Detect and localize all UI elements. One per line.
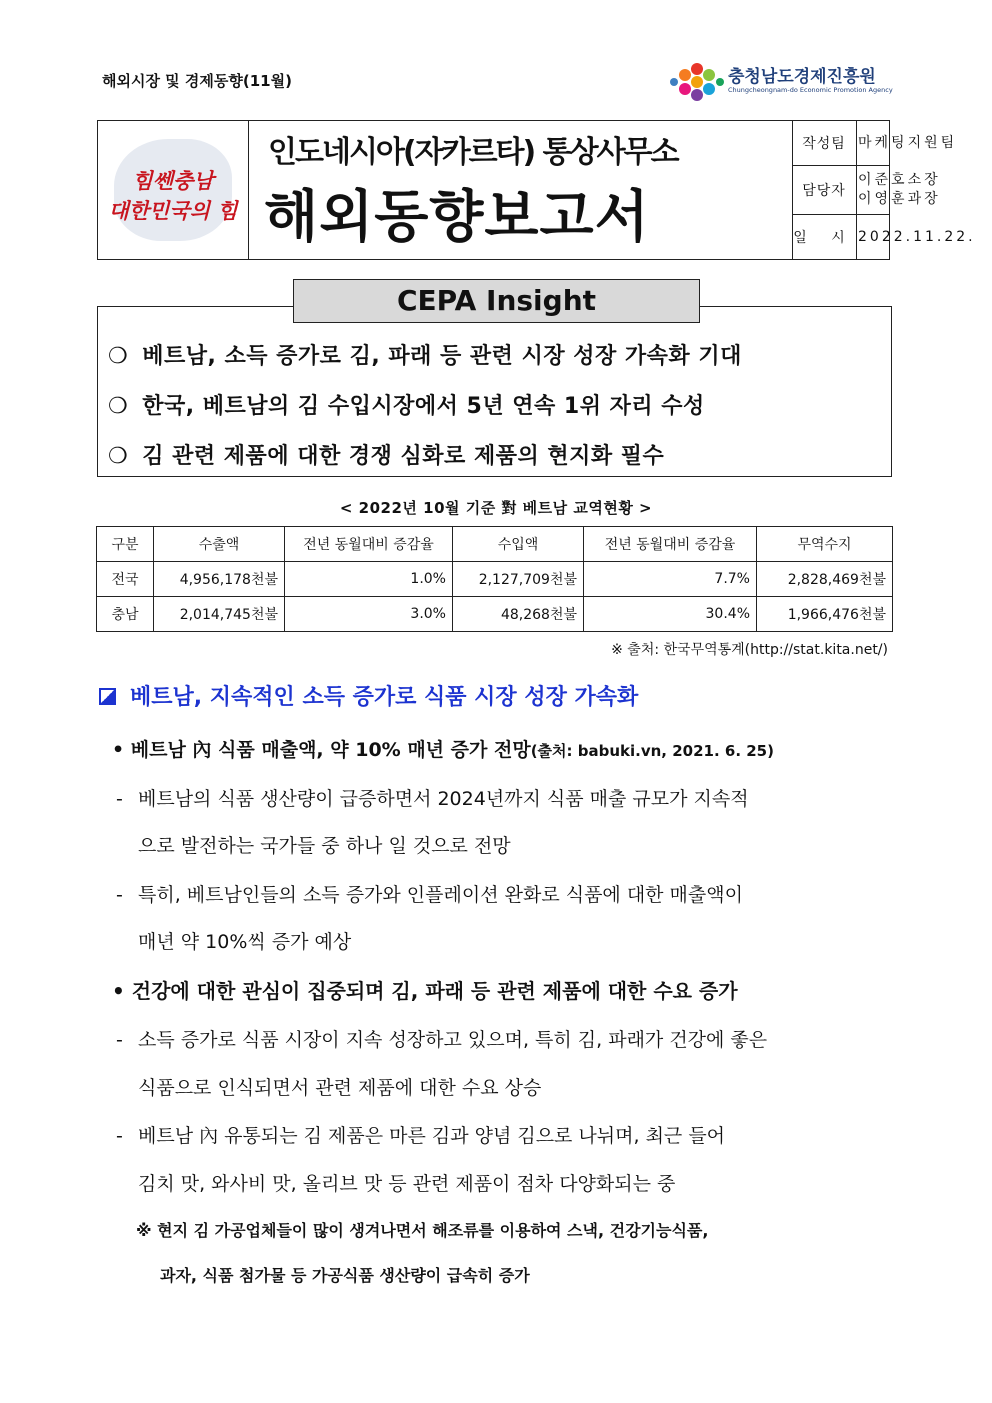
note-line: ※ 현지 김 가공업체들이 많이 생겨나면서 해조류를 이용하여 스낵, 건강기능식품,: [136, 1221, 709, 1240]
date-value: 2022.11.22.: [858, 228, 976, 245]
slogan-line-2: 대한민국의 힘: [108, 198, 238, 223]
manager-label: 담당자: [792, 166, 857, 214]
table-cell: 1,966,476천불: [757, 597, 893, 632]
flower-logo-icon: [668, 60, 726, 104]
slogan-emblem: [98, 121, 249, 259]
table-row: [97, 562, 893, 597]
list-item: - 특히, 베트남인들의 소득 증가와 인플레이션 완화로 식품에 대한 매출액이: [116, 884, 743, 906]
table-caption: < 2022년 10월 기준 對 베트남 교역현황 >: [339, 499, 653, 517]
list-item-continuation: 매년 약 10%씩 증가 예상: [138, 931, 352, 953]
title-cell: [248, 121, 793, 259]
organization-name: 충청남도경제진흥원: [728, 67, 876, 87]
table-cell: 4,956,178천불: [154, 562, 285, 597]
table-cell: 전국: [97, 562, 154, 597]
list-item-continuation: 식품으로 인식되면서 관련 제품에 대한 수요 상승: [138, 1077, 542, 1099]
table-cell: 1.0%: [285, 562, 453, 597]
manager-name-1: 이준호소장: [858, 172, 941, 188]
bullet-heading-1: • 베트남 內 식품 매출액, 약 10% 매년 증가 전망(출처: babuki.vn, 2021. 6. 25): [112, 739, 774, 761]
table-cell: 2,127,709천불: [453, 562, 584, 597]
note-continuation: 과자, 식품 첨가물 등 가공식품 생산량이 급속히 증가: [160, 1266, 530, 1285]
insight-label: CEPA Insight: [293, 279, 700, 323]
table-cell: 3.0%: [285, 597, 453, 632]
column-header: 전년 동월대비 증감율: [584, 527, 757, 562]
section-title: 베트남, 지속적인 소득 증가로 식품 시장 성장 가속화: [99, 680, 638, 711]
table-cell: 7.7%: [584, 562, 757, 597]
list-item: - 소득 증가로 식품 시장이 지속 성장하고 있으며, 특히 김, 파래가 건강에 좋은: [116, 1029, 768, 1051]
author-row: [792, 121, 958, 166]
column-header: 무역수지: [757, 527, 893, 562]
table-cell: 2,014,745천불: [154, 597, 285, 632]
circle-bullet-icon: ❍: [108, 394, 129, 419]
report-info: [792, 121, 976, 259]
column-header: 구분: [97, 527, 154, 562]
list-item: - 베트남의 식품 생산량이 급증하면서 2024년까지 식품 매출 규모가 지속적: [116, 788, 749, 810]
slogan-line-1: 힘쎈충남: [132, 168, 214, 193]
bullet-source: (출처: babuki.vn, 2021. 6. 25): [530, 742, 774, 760]
list-item: - 베트남 內 유통되는 김 제품은 마른 김과 양념 김으로 나뉘며, 최근 들어: [116, 1125, 726, 1147]
table-cell: 충남: [97, 597, 154, 632]
insight-item-3: ❍ 김 관련 제품에 대한 경쟁 심화로 제품의 현지화 필수: [108, 444, 665, 469]
date-row: [792, 215, 976, 259]
table-cell: 2,828,469천불: [757, 562, 893, 597]
table-cell: 48,268천불: [453, 597, 584, 632]
table-cell: 30.4%: [584, 597, 757, 632]
list-item-continuation: 으로 발전하는 국가들 중 하나 일 것으로 전망: [138, 835, 511, 857]
column-header: 수출액: [154, 527, 285, 562]
document-series-label: 해외시장 및 경제동향(11월): [102, 72, 292, 90]
section-square-icon: [99, 688, 116, 705]
trade-table: [96, 526, 893, 632]
column-header: 수입액: [453, 527, 584, 562]
table-source: ※ 출처: 한국무역통계(http://stat.kita.net/): [611, 642, 888, 658]
report-title: 해외동향보고서: [264, 185, 650, 250]
date-label: 일 시: [792, 215, 857, 259]
circle-bullet-icon: ❍: [108, 444, 129, 469]
column-header: 전년 동월대비 증감율: [285, 527, 453, 562]
insight-item-1: ❍ 베트남, 소득 증가로 김, 파래 등 관련 시장 성장 가속화 기대: [108, 344, 742, 369]
report-title-box: [97, 120, 976, 260]
author-value: 마케팅지원팀: [858, 134, 958, 151]
manager-row: [792, 166, 941, 215]
organization-name-english: Chungcheongnam-do Economic Promotion Agency: [728, 86, 893, 94]
organization-logo: [668, 60, 898, 104]
circle-bullet-icon: ❍: [108, 344, 129, 369]
table-row: [97, 597, 893, 632]
table-header-row: [97, 527, 893, 562]
bullet-heading-2: • 건강에 대한 관심이 집중되며 김, 파래 등 관련 제품에 대한 수요 증가: [112, 979, 738, 1003]
manager-name-2: 이영훈과장: [858, 191, 941, 207]
insight-item-2: ❍ 한국, 베트남의 김 수입시장에서 5년 연속 1위 자리 수성: [108, 394, 705, 419]
insight-box: [97, 306, 892, 477]
author-label: 작성팀: [792, 121, 857, 165]
office-name: 인도네시아(자카르타) 통상사무소: [268, 135, 678, 170]
list-item-continuation: 김치 맛, 와사비 맛, 올리브 맛 등 관련 제품이 점차 다양화되는 중: [138, 1173, 676, 1195]
manager-value: [858, 166, 988, 214]
